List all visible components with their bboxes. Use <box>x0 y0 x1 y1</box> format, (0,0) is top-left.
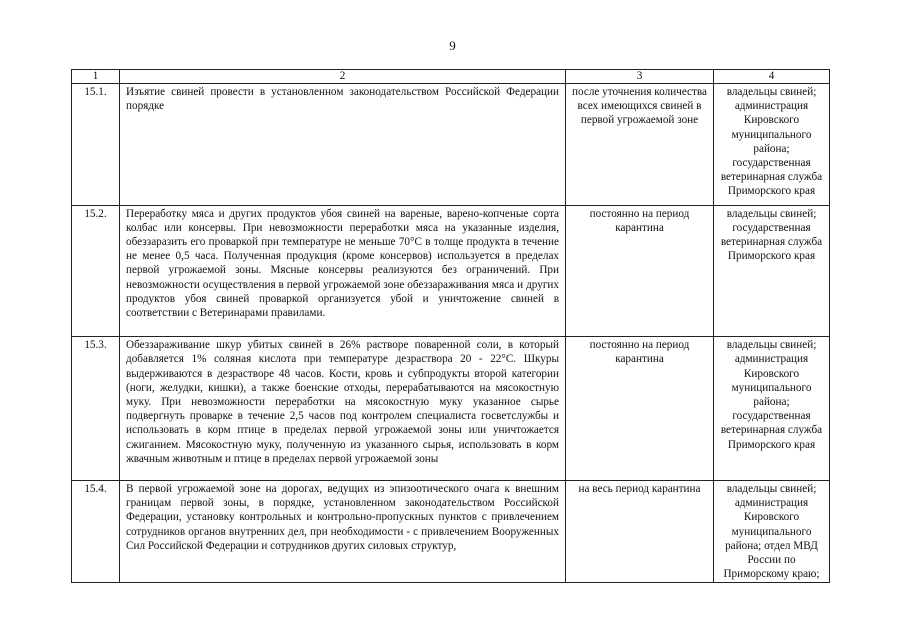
table-row <box>72 84 830 206</box>
measure-text: Изъятие свиней провести в установленном законодательством Российской Федерации порядке <box>120 84 566 206</box>
column-header-3: 3 <box>566 70 714 84</box>
measure-text: В первой угрожаемой зоне на дорогах, ведущих из эпизоотического очага к внешним границам первой зоны, в порядке, установленном законодательством Российской Федерации, установку контрольных и контрольно-пропускных пунктов с привлечением сотрудников органов внутренних дел, при необходимости - с привлечением Вооруженных Сил Российской Федерации и сотрудников других силовых структур, <box>120 481 566 582</box>
table-row <box>72 337 830 481</box>
term-text: на весь период карантина <box>566 481 714 582</box>
column-header-2: 2 <box>120 70 566 84</box>
term-text: после уточнения количества всех имеющихся свиней в первой угрожаемой зоне <box>566 84 714 206</box>
term-text: постоянно на период карантина <box>566 205 714 337</box>
page-number: 9 <box>449 38 456 53</box>
column-header-4: 4 <box>714 70 830 84</box>
row-number: 15.3. <box>72 337 120 481</box>
table-row <box>72 481 830 582</box>
table-row <box>72 205 830 337</box>
responsible-text: владельцы свиней; государственная ветеринарная служба Приморского края <box>714 205 830 337</box>
row-number: 15.1. <box>72 84 120 206</box>
measure-text: Переработку мяса и других продуктов убоя свиней на вареные, варено-копченые сорта колбас или консервы. При невозможности переработки мяса на указанные изделия, обеззаразить его проваркой при температуре не меньше 70°С в толще продукта в течение не менее 0,5 часа. Полученная продукция (кроме консервов) используется в пределах первой угрожаемой зоны. Мясные консервы реализуются без ограничений. При невозможности осуществления в первой угрожаемой зоне обеззараживания мяса и других продуктов убоя свиней проваркой организуется убой и уничтожение свиней в соответствии с Ветеринарами правилами. <box>120 205 566 337</box>
measure-text: Обеззараживание шкур убитых свиней в 26% растворе поваренной соли, в который добавляется 1% соляная кислота при температуре дезраствора 20 - 22°С. Шкуры выдерживаются в дезрастворе 48 часов. Кости, кровь и субпродукты второй категории (ноги, желудки, кишки), а также боенские отходы, перерабатываются на мясокостную муку. При невозможности переработки на мясокостную муку указанное сырье подвергнуть проварке в течение 2,5 часов под контролем специалиста госветслужбы и использовать в корм птице в пределах первой угрожаемой зоны или уничтожается сжиганием. Мясокостную муку, полученную из указанного сырья, использовать в корм жвачным животным и птице в пределах первой угрожаемой зоны <box>120 337 566 481</box>
term-text: постоянно на период карантина <box>566 337 714 481</box>
row-number: 15.4. <box>72 481 120 582</box>
table-header-row <box>72 70 830 84</box>
column-header-1: 1 <box>72 70 120 84</box>
measures-table <box>71 69 830 583</box>
responsible-text: владельцы свиней; администрация Кировского муниципального района; государственная ветеринарная служба Приморского края <box>714 84 830 206</box>
responsible-text: владельцы свиней; администрация Кировского муниципального района; отдел МВД России по Приморскому краю; <box>714 481 830 582</box>
row-number: 15.2. <box>72 205 120 337</box>
responsible-text: владельцы свиней; администрация Кировского муниципального района; государственная ветеринарная служба Приморского края <box>714 337 830 481</box>
